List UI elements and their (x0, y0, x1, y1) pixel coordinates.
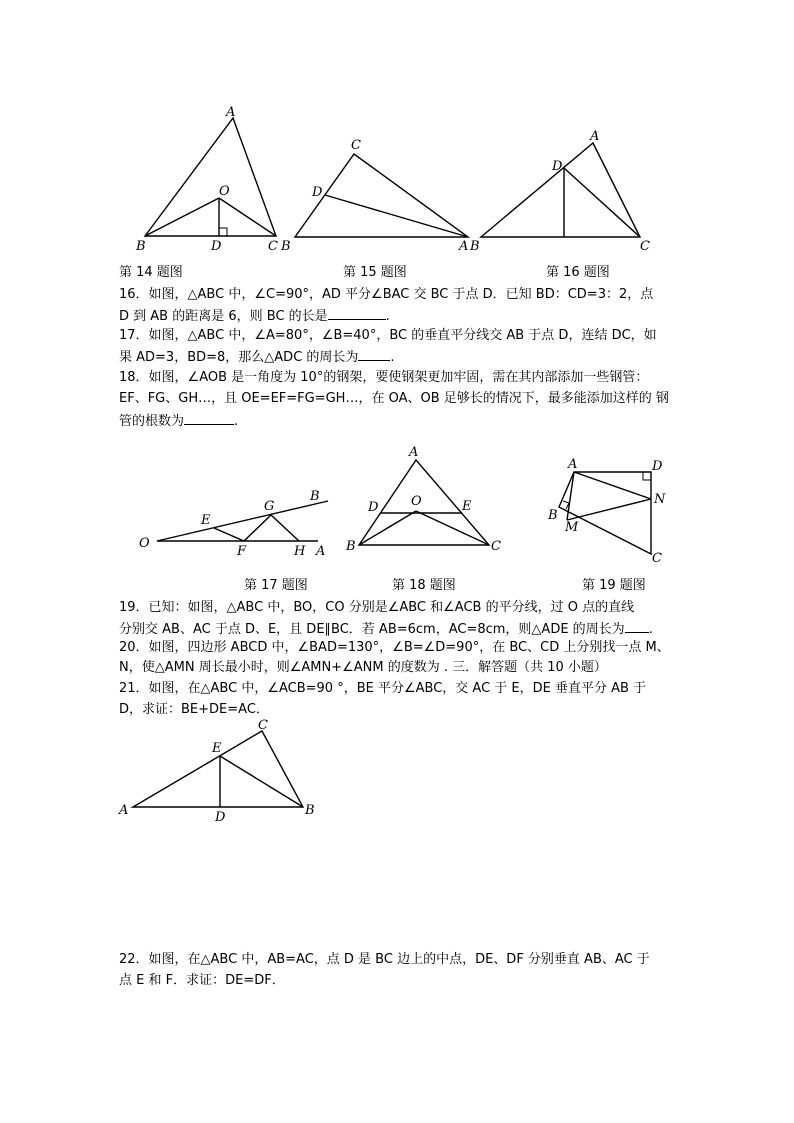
q20-line1: 20．如图，四边形 ABCD 中，∠BAD=130°，∠B=∠D=90°，在 BC、CD 上分别找一点 M、 (119, 640, 670, 655)
figure-14 (0, 0, 794, 260)
fig17-zigzag-efgh (214, 515, 299, 541)
q20-line2: N，使△AMN 周长最小时，则∠AMN+∠ANM 的度数为 . 三．解答题（共 10 小题） (119, 660, 607, 675)
fig17-label-g: G (264, 499, 275, 514)
fig18-segment-bo (359, 511, 416, 545)
q19-line2 (119, 618, 653, 640)
fig19-label-a: A (568, 457, 578, 472)
fig19-segment-mn (567, 499, 651, 520)
fig14-label-d: D (211, 239, 222, 254)
q22-line2: 点 E 和 F．求证：DE=DF． (119, 973, 285, 988)
fig14-segment-oc (219, 198, 276, 236)
fig17-label-e: E (201, 513, 211, 528)
q22-line1: 22．如图，在△ABC 中，AB=AC，点 D 是 BC 边上的中点，DE、DF 分别垂直 AB、AC 于 (119, 952, 650, 967)
fig16-label-b: B (470, 239, 480, 254)
fig16-label-d: D (552, 159, 563, 174)
q17-line2-end: . (390, 350, 395, 365)
fig15-label-c: C (351, 138, 361, 153)
fig21-label-c: C (258, 718, 268, 733)
q19-line2-end: . (648, 622, 653, 637)
figures-row-2 (0, 430, 794, 575)
fig19-segment-an (574, 472, 651, 499)
fig17-label-a: A (316, 544, 326, 559)
fig16-segment-dc (564, 168, 640, 237)
fig21-label-e: E (212, 741, 222, 756)
fig15-label-b: B (281, 239, 291, 254)
q18-line2: EF、FG、GH…，且 OE=EF=FG=GH…，在 OA、OB 足够长的情况下，最多能添加这样的 钢 (119, 391, 669, 406)
fig18-label-c: C (491, 539, 501, 554)
q18-line3 (119, 410, 238, 432)
fig18-label-o: O (411, 494, 422, 509)
caption-fig15: 第 15 题图 (343, 265, 407, 280)
fig17-label-h: H (294, 544, 306, 559)
fig19-label-b: B (548, 508, 558, 523)
figure-21 (0, 715, 794, 830)
fig17-label-f: F (237, 544, 247, 559)
caption-fig19: 第 19 题图 (582, 578, 646, 593)
q17-line1: 17．如图，△ABC 中，∠A=80°，∠B=40°，BC 的垂直平分线交 AB 于点 D，连结 DC，如 (119, 328, 657, 343)
q18-answer-blank (184, 410, 234, 425)
q18-line1: 18．如图，∠AOB 是一角度为 10°的钢架，要使钢架更加牢固，需在其内部添加一些钢管： (119, 370, 649, 385)
q16-answer-blank (328, 305, 386, 320)
q19-line2-text: 分别交 AB、AC 于点 D、E，且 DE∥BC．若 AB=6cm，AC=8cm，则△ADE 的周长为 (119, 622, 625, 637)
fig18-label-a: A (409, 445, 419, 460)
q19-line1: 19．已知：如图，△ABC 中，BO，CO 分别是∠ABC 和∠ACB 的平分线，过 O 点的直线 (119, 600, 635, 615)
fig15-label-d: D (312, 185, 323, 200)
fig14-label-o: O (219, 184, 230, 199)
fig17-ray-ob (157, 501, 328, 541)
fig16-triangle-abc (481, 143, 640, 237)
q18-line3-end: . (234, 414, 239, 429)
q17-line2-text: 果 AD=3，BD=8，那么△ADC 的周长为 (119, 350, 359, 365)
caption-fig18: 第 18 题图 (392, 578, 456, 593)
fig14-label-b: B (136, 239, 146, 254)
q17-line2 (119, 346, 395, 368)
fig16-label-a: A (590, 129, 600, 144)
q18-line3-text: 管的根数为 (119, 414, 185, 429)
fig16-label-c: C (640, 239, 650, 254)
caption-fig16: 第 16 题图 (546, 265, 610, 280)
fig21-label-d: D (215, 810, 226, 825)
q16-line2-end: . (385, 309, 390, 324)
fig18-label-d: D (368, 500, 379, 515)
fig17-label-b: B (310, 489, 320, 504)
fig19-label-n: N (654, 492, 666, 507)
fig19-label-m: M (565, 520, 579, 535)
fig21-segment-eb (220, 756, 303, 807)
q16-line1: 16．如图，△ABC 中，∠C=90°，AD 平分∠BAC 交 BC 于点 D．已知 BD：CD=3：2，点 (119, 287, 654, 302)
fig18-label-b: B (346, 539, 356, 554)
caption-fig17: 第 17 题图 (244, 578, 308, 593)
q16-line2-text: D 到 AB 的距离是 6，则 BC 的长是 (119, 309, 328, 324)
fig18-segment-oc (416, 511, 489, 545)
q19-answer-blank (625, 618, 649, 633)
fig14-label-a: A (226, 105, 236, 120)
fig19-label-c: C (652, 551, 662, 566)
fig19-right-angle-d (643, 472, 651, 480)
fig17-label-o: O (139, 536, 150, 551)
fig21-label-a: A (119, 803, 129, 818)
fig14-right-angle-mark (219, 228, 227, 236)
q21-line1: 21．如图，在△ABC 中，∠ACB=90 °，BE 平分∠ABC，交 AC 于 E，DE 垂直平分 AB 于 (119, 681, 647, 696)
fig15-label-a: A (459, 239, 469, 254)
caption-fig14: 第 14 题图 (119, 265, 183, 280)
fig14-triangle-abc (145, 118, 276, 236)
fig18-label-e: E (462, 499, 472, 514)
fig14-label-c: C (268, 239, 278, 254)
q21-line2: D，求证：BE+DE=AC． (119, 702, 269, 717)
q16-line2 (119, 305, 390, 327)
fig15-segment-ad (325, 195, 468, 237)
fig14-segment-bo (145, 198, 219, 236)
fig21-label-b: B (305, 803, 315, 818)
fig19-label-d: D (652, 459, 663, 474)
q17-answer-blank (358, 346, 390, 361)
